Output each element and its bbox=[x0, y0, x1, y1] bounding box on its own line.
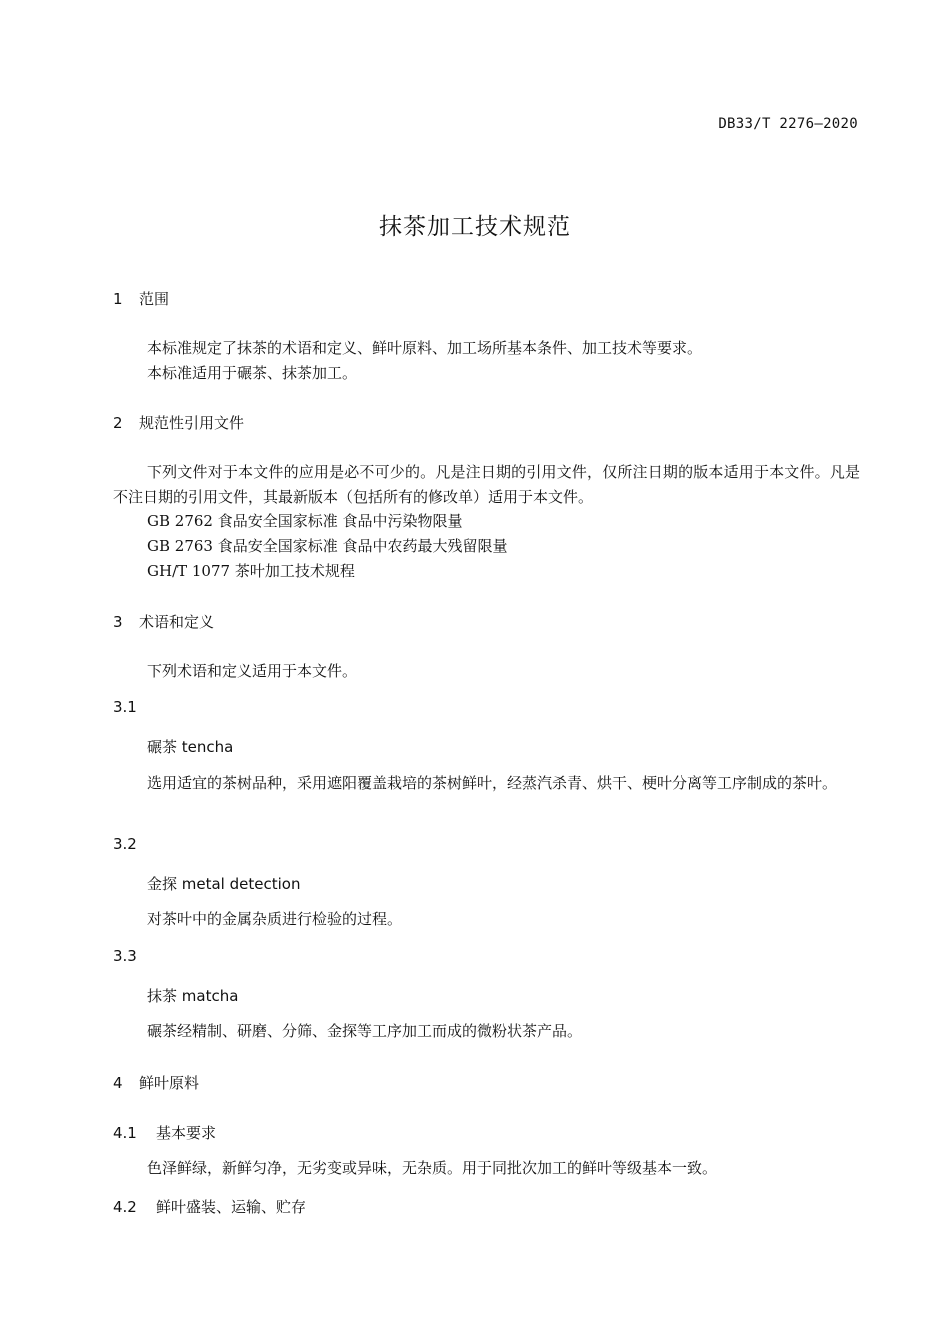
subsection-4-1-text: 色泽鲜绿，新鲜匀净，无劣变或异味，无杂质。用于同批次加工的鲜叶等级基本一致。 bbox=[147, 1159, 718, 1177]
term-name: 抹茶 matcha bbox=[147, 987, 239, 1005]
section-title: 范围 bbox=[139, 290, 170, 308]
section-number: 3 bbox=[113, 613, 123, 631]
subsection-number: 4.1 bbox=[113, 1124, 137, 1142]
section-2-heading bbox=[113, 412, 244, 433]
section-3-intro: 下列术语和定义适用于本文件。 bbox=[147, 662, 358, 680]
section-1-paragraph-2: 本标准适用于碾茶、抹茶加工。 bbox=[147, 364, 358, 382]
section-title: 鲜叶原料 bbox=[139, 1074, 200, 1092]
subsection-title: 基本要求 bbox=[156, 1124, 217, 1142]
section-number: 2 bbox=[113, 414, 123, 432]
reference-item: GB 2762 食品安全国家标准 食品中污染物限量 bbox=[147, 512, 463, 530]
section-number: 1 bbox=[113, 290, 123, 308]
section-3-heading bbox=[113, 611, 214, 632]
section-title: 术语和定义 bbox=[139, 613, 215, 631]
standard-number: DB33/T 2276—2020 bbox=[718, 116, 858, 132]
term-number: 3.3 bbox=[113, 947, 137, 965]
subsection-number: 4.2 bbox=[113, 1198, 137, 1216]
document-title: 抹茶加工技术规范 bbox=[379, 214, 571, 240]
term-name: 碾茶 tencha bbox=[147, 738, 234, 756]
section-1-heading bbox=[113, 288, 169, 309]
section-2-intro: 下列文件对于本文件的应用是必不可少的。凡是注日期的引用文件，仅所注日期的版本适用于本文件。凡是不注日期的引用文件，其最新版本（包括所有的修改单）适用于本文件。 bbox=[113, 463, 860, 506]
section-number: 4 bbox=[113, 1074, 123, 1092]
subsection-4-1-heading bbox=[113, 1122, 216, 1143]
section-4-heading bbox=[113, 1072, 199, 1093]
section-title: 规范性引用文件 bbox=[139, 414, 245, 432]
term-definition: 碾茶经精制、研磨、分筛、金探等工序加工而成的微粉状茶产品。 bbox=[147, 1022, 583, 1040]
term-definition: 选用适宜的茶树品种，采用遮阳覆盖栽培的茶树鲜叶，经蒸汽杀青、烘干、梗叶分离等工序制成的茶叶。 bbox=[147, 774, 838, 792]
subsection-title: 鲜叶盛装、运输、贮存 bbox=[156, 1198, 307, 1216]
subsection-4-2-heading bbox=[113, 1196, 306, 1217]
reference-item: GB 2763 食品安全国家标准 食品中农药最大残留限量 bbox=[147, 537, 508, 555]
term-name: 金探 metal detection bbox=[147, 875, 301, 893]
term-definition: 对茶叶中的金属杂质进行检验的过程。 bbox=[147, 910, 403, 928]
term-number: 3.2 bbox=[113, 835, 137, 853]
section-1-paragraph-1: 本标准规定了抹茶的术语和定义、鲜叶原料、加工场所基本条件、加工技术等要求。 bbox=[147, 339, 703, 357]
term-number: 3.1 bbox=[113, 698, 137, 716]
reference-item: GH/T 1077 茶叶加工技术规程 bbox=[147, 562, 355, 580]
